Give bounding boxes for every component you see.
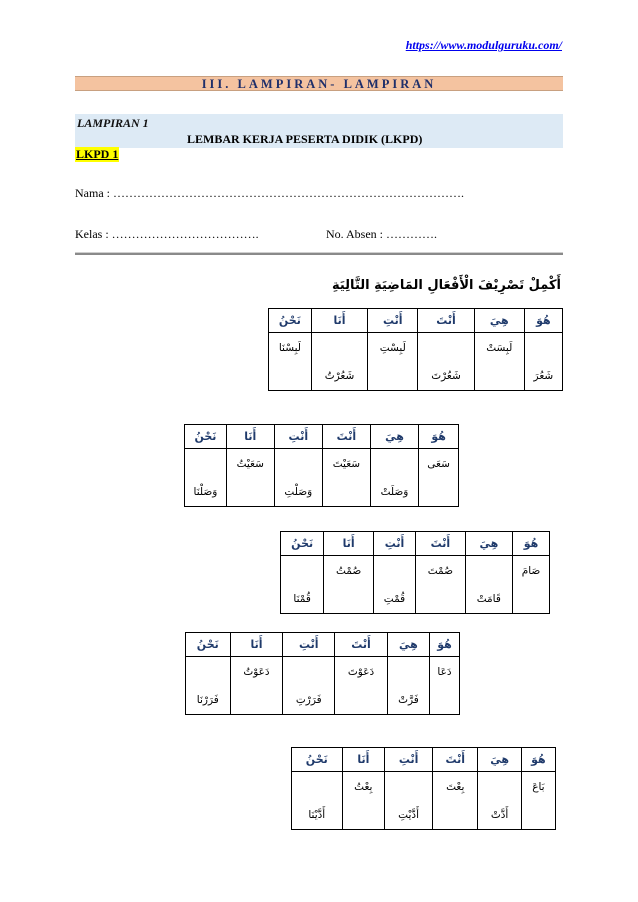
verb-cell[interactable]: سَعَى — [419, 449, 459, 479]
verb-cell[interactable]: دَعَوْتَ — [335, 657, 388, 687]
verb-cell[interactable] — [281, 556, 324, 586]
verb-cell[interactable] — [335, 687, 388, 715]
pronoun-header: أَنَا — [311, 309, 367, 333]
pronoun-header: هِيَ — [465, 532, 512, 556]
pronoun-header: أَنْتِ — [368, 309, 418, 333]
verb-cell[interactable] — [419, 479, 459, 507]
pronoun-header: هِيَ — [370, 425, 418, 449]
chapter-heading-bar — [75, 76, 563, 91]
verb-cell[interactable]: وَصَلْنَا — [185, 479, 227, 507]
lampiran-label: LAMPIRAN 1 — [77, 116, 149, 130]
verb-cell[interactable]: شَعُرْتُ — [311, 363, 367, 391]
conjugation-table-4 — [185, 632, 460, 715]
pronoun-header: هُوَ — [513, 532, 550, 556]
verb-cell[interactable]: شَعُرْتَ — [418, 363, 474, 391]
website-url-link[interactable]: https://www.modulguruku.com/ — [405, 38, 562, 52]
verb-cell[interactable]: فَرَرْنَا — [186, 687, 231, 715]
pronoun-header: أَنْتِ — [274, 425, 322, 449]
kelas-field[interactable]: Kelas : ………………………………. — [75, 227, 259, 241]
pronoun-header: نَحْنُ — [185, 425, 227, 449]
pronoun-header: هِيَ — [478, 748, 522, 772]
conjugation-table-3 — [280, 531, 550, 614]
verb-cell[interactable]: قُمْنَا — [281, 586, 324, 614]
verb-cell[interactable]: صُمْتَ — [416, 556, 466, 586]
chapter-title: III. LAMPIRAN- LAMPIRAN — [201, 77, 437, 91]
verb-cell[interactable] — [429, 687, 459, 715]
verb-cell[interactable]: وَصَلْتِ — [274, 479, 322, 507]
lkpd-number-label: LKPD 1 — [76, 147, 119, 161]
verb-cell[interactable] — [292, 772, 343, 802]
verb-cell[interactable] — [474, 363, 524, 391]
verb-cell[interactable] — [342, 802, 385, 830]
lkpd-title: LEMBAR KERJA PESERTA DIDIK (LKPD) — [187, 132, 423, 146]
verb-cell[interactable] — [418, 333, 474, 363]
verb-cell[interactable] — [311, 333, 367, 363]
verb-cell[interactable]: لَبِسْتِ — [368, 333, 418, 363]
pronoun-header: أَنَا — [324, 532, 374, 556]
verb-cell[interactable] — [478, 772, 522, 802]
absen-field[interactable]: No. Absen : …………. — [326, 227, 437, 241]
conjugation-table-1 — [268, 308, 563, 391]
pronoun-header: أَنْتَ — [416, 532, 466, 556]
verb-cell[interactable]: دَعَوْتُ — [230, 657, 283, 687]
verb-cell[interactable]: بَاعَ — [521, 772, 555, 802]
verb-cell[interactable]: قَامَتْ — [465, 586, 512, 614]
verb-cell[interactable]: صَامَ — [513, 556, 550, 586]
lampiran-header-bar — [75, 114, 563, 148]
pronoun-header: أَنْتَ — [323, 425, 371, 449]
verb-cell[interactable] — [521, 802, 555, 830]
verb-cell[interactable] — [324, 586, 374, 614]
verb-cell[interactable] — [185, 449, 227, 479]
pronoun-header: أَنْتَ — [433, 748, 478, 772]
verb-cell[interactable] — [373, 556, 415, 586]
verb-cell[interactable]: أَدَّيْتِ — [385, 802, 433, 830]
pronoun-header: نَحْنُ — [292, 748, 343, 772]
pronoun-header: نَحْنُ — [269, 309, 312, 333]
pronoun-header: هُوَ — [429, 633, 459, 657]
worksheet-instruction: أَكْمِلْ تَصْرِيْفَ الْأَفْعَالِ المَاضِيَةِ التَّالِيَةِ — [331, 278, 561, 293]
pronoun-header: هُوَ — [521, 748, 555, 772]
verb-cell[interactable]: سَعَيْتُ — [226, 449, 274, 479]
verb-cell[interactable] — [433, 802, 478, 830]
pronoun-header: هُوَ — [524, 309, 562, 333]
pronoun-header: أَنَا — [226, 425, 274, 449]
verb-cell[interactable]: بِعْتُ — [342, 772, 385, 802]
pronoun-header: أَنْتَ — [418, 309, 474, 333]
nama-field[interactable]: Nama : ……………………………………………………………………………. — [75, 186, 464, 200]
pronoun-header: هُوَ — [419, 425, 459, 449]
verb-cell[interactable] — [186, 657, 231, 687]
pronoun-header: أَنْتَ — [335, 633, 388, 657]
verb-cell[interactable] — [274, 449, 322, 479]
verb-cell[interactable] — [416, 586, 466, 614]
verb-cell[interactable] — [226, 479, 274, 507]
verb-cell[interactable]: فَرَرْتِ — [283, 687, 335, 715]
verb-cell[interactable] — [370, 449, 418, 479]
conjugation-table-5 — [291, 747, 556, 830]
pronoun-header: هِيَ — [387, 633, 429, 657]
verb-cell[interactable] — [385, 772, 433, 802]
verb-cell[interactable] — [465, 556, 512, 586]
section-divider — [75, 252, 563, 255]
pronoun-header: نَحْنُ — [281, 532, 324, 556]
pronoun-header: نَحْنُ — [186, 633, 231, 657]
verb-cell[interactable] — [230, 687, 283, 715]
verb-cell[interactable]: لَبِسَتْ — [474, 333, 524, 363]
verb-cell[interactable]: صُمْتُ — [324, 556, 374, 586]
conjugation-table-2 — [184, 424, 459, 507]
verb-cell[interactable]: أَدَّيْنَا — [292, 802, 343, 830]
verb-cell[interactable] — [269, 363, 312, 391]
verb-cell[interactable]: بِعْتَ — [433, 772, 478, 802]
verb-cell[interactable] — [513, 586, 550, 614]
verb-cell[interactable]: فَرَّتْ — [387, 687, 429, 715]
verb-cell[interactable]: لَبِسْنَا — [269, 333, 312, 363]
verb-cell[interactable]: شَعُرَ — [524, 363, 562, 391]
pronoun-header: هِيَ — [474, 309, 524, 333]
verb-cell[interactable]: سَعَيْتَ — [323, 449, 371, 479]
verb-cell[interactable]: قُمْتِ — [373, 586, 415, 614]
pronoun-header: أَنَا — [230, 633, 283, 657]
pronoun-header: أَنَا — [342, 748, 385, 772]
verb-cell[interactable]: دَعَا — [429, 657, 459, 687]
verb-cell[interactable] — [283, 657, 335, 687]
pronoun-header: أَنْتِ — [283, 633, 335, 657]
verb-cell[interactable] — [368, 363, 418, 391]
verb-cell[interactable]: أَدَّتْ — [478, 802, 522, 830]
verb-cell[interactable] — [387, 657, 429, 687]
pronoun-header: أَنْتِ — [385, 748, 433, 772]
pronoun-header: أَنْتِ — [373, 532, 415, 556]
verb-cell[interactable] — [524, 333, 562, 363]
verb-cell[interactable] — [323, 479, 371, 507]
verb-cell[interactable]: وَصَلَتْ — [370, 479, 418, 507]
